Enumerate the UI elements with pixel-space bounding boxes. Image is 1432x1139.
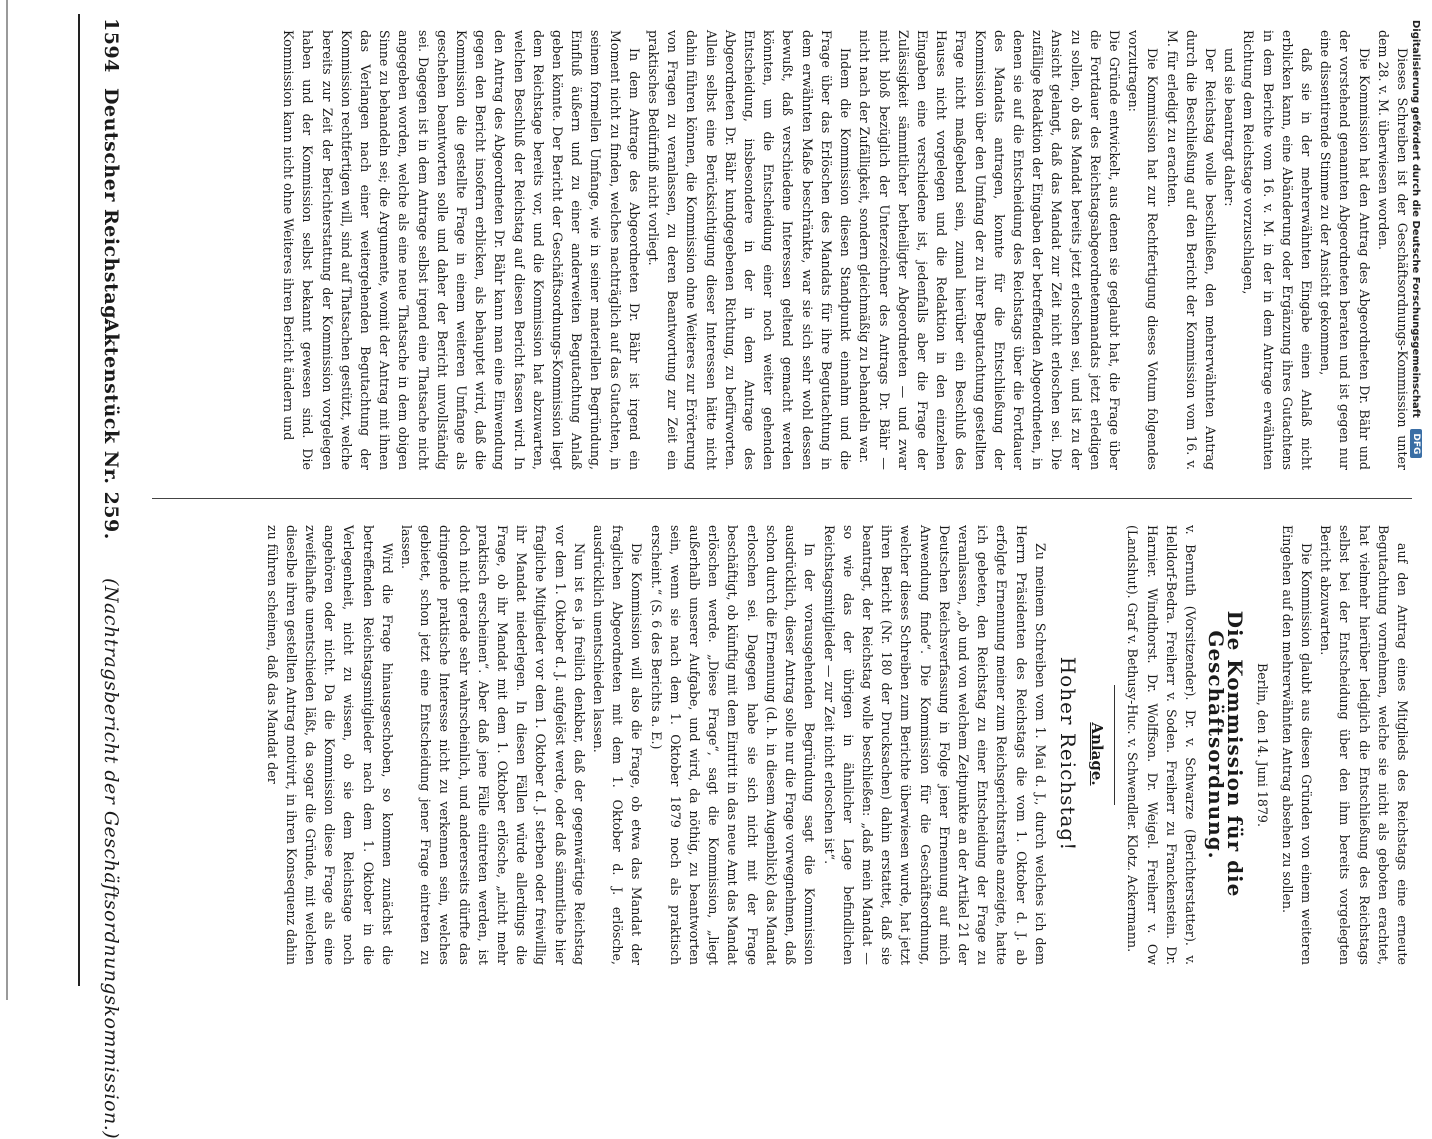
right-text-column bbox=[262, 525, 1412, 965]
paragraph: Zu meinem Schreiben vom 1. Mai d. J., durch welches ich dem Herrn Präsidenten des Reichstags die vom 1. Oktober d. J. ab erfolgte Ernennung meiner zum Reichsgerichtsrathe anzeigte, hatte ich gebeten, den Reichstag zu einer Entscheidung der Frage zu veranlassen, „ob und von welchem Zeitpunkte an der Artikel 21 der Deutschen Reichsverfassung in Folge jener Ernennung auf mich Anwendung finde“. Die Kommission für die Geschäftsordnung, welcher dieses Schreiben zum Berichte überwiesen wurde, hat jetzt ihren Bericht (Nr. 180 der Drucksachen) dahin erstattet, daß sie beantragt, der Reichstag wolle beschließen: „daß mein Mandat — so wie das der übrigen in ähnlicher Lage befindlichen Reichstagsmitglieder — zur Zeit nicht erloschen ist“. bbox=[821, 525, 1048, 965]
letter-paragraphs bbox=[262, 525, 1049, 965]
letter-salutation: Hoher Reichstag! bbox=[1055, 656, 1080, 852]
publication-title: Deutscher Reichstag. bbox=[100, 88, 122, 327]
paragraph: Die Kommission hat den Antrag des Abgeordneten Dr. Bähr und der vorstehend genannten Abgeordneten beraten und ist gegen nur eine dissentirende Stimme zu der Ansicht gekommen, bbox=[1318, 30, 1372, 470]
paragraph: Die Kommission will also die Frage, ob etwa das Mandat der fraglichen Abgeordneten mit dem 1. Oktober d. J. erlösche, ausdrücklich unentschieden lassen. bbox=[591, 525, 645, 965]
paragraph: Indem die Kommission diesen Standpunkt einnahm und die Frage über das Erlöschen des Mandats für ihre Begutachtung in dem erwähnten Maße beschränkte, war sie sich sehr wohl dessen bewußt, daß verschiedene Interessen geltend gemacht werden könnten, um die Entscheidung einer noch weiter gehenden Entscheidung, insbesondere in der in dem Antrage des Abgeordneten Dr. Bähr kundgegebenen Richtung, zu befürworten. Allein selbst eine Berücksichtigung dieser Interessen hätte nicht dahin führen können, die Kommission ohne Weiteres zur Erörterung von Fragen zu veranlassen, zu deren Beantwortung zur Zeit ein praktisches Bedürfniß nicht vorliegt. bbox=[646, 30, 854, 470]
left-text-column bbox=[279, 30, 1412, 470]
date-line: Berlin, den 14. Juni 1879. bbox=[1254, 663, 1270, 827]
running-header bbox=[90, 18, 132, 1139]
digitization-note bbox=[1404, 20, 1426, 980]
paragraph: Dieses Schreiben ist der Geschäftsordnungs-Kommission unter dem 28. v. M. überwiesen worden. bbox=[1375, 30, 1410, 470]
dfg-logo: DFG bbox=[1410, 429, 1422, 458]
document-number: Aktenstück Nr. 259. bbox=[100, 318, 122, 540]
report-title: (Nachtragsbericht der Geschäftsordnungskommission.) bbox=[100, 578, 122, 1139]
paragraph: auf den Antrag eines Mitglieds des Reichstags eine erneute Begutachtung vornehmen, welche sie nicht als geboten erachtet, hat vielmehr hierüber lediglich die Entschließung des Reichstags selbst bei der Entscheidung über den ihm bereits vorgelegten Bericht abzuwarten. bbox=[1318, 525, 1410, 965]
right-intro-paragraphs bbox=[1278, 525, 1412, 965]
paragraph: In der vorausgehenden Begründung sagt die Kommission ausdrücklich, dieser Antrag solle nur die Frage vorwegnehmen, daß schon durch die Ernennung (d. h. in diesem Augenblick) das Mandat erloschen sei. Dagegen habe sie sich nicht mit der Frage beschäftigt, ob künftig mit dem Eintritt in das neue Amt das Mandat erlöschen werde. „Diese Frage“, sagt die Kommission, „liegt außerhalb unserer Aufgabe, und wird, da nöthig, zu beantworten sein, wenn sie nach dem 1. Oktober 1879 noch als praktisch erscheint.“ (S. 6 des Berichts a. E.) bbox=[648, 525, 818, 965]
paragraph: Wird die Frage hinausgeschoben, so kommen zunächst die betreffenden Reichstagsmitglieder nach dem 1. Oktober in die Verlegenheit, nicht zu wissen, ob sie dem Reichstage noch angehören oder nicht. Da die Kommission diese Frage als eine zweifelhafte unentschieden läßt, da sogar die Gründe, mit welchen dieselbe ihren gestellten Antrag motivirt, in ihren Konsequenz dahin zu führen scheinen, daß das Mandat der bbox=[264, 525, 395, 965]
header-rule bbox=[78, 14, 80, 986]
paragraph: Die Kommission hat zur Rechtfertigung dieses Votum folgendes vorzutragen: bbox=[1126, 30, 1161, 470]
paragraph: Der Reichstag wolle beschließen, den mehrerwähnten Antrag durch die Beschließung auf den Bericht der Kommission vom 16. v. M. für erledigt zu erachten. bbox=[1164, 30, 1218, 470]
paragraph: In dem Antrage des Abgeordneten Dr. Bähr ist irgend ein Moment nicht zu finden, welches nachträglich auf das Gutachten, in seinem formellen Umfange, wie in seiner materiellen Begründung, Einfluß äußern und zu einer anderweiten Begutachtung Anlaß geben könnte. Der Bericht der Geschäftsordnungs-Kommission liegt dem Reichstage bereits vor, und die Kommission hat abzuwarten, welchen Beschluß der Reichstag auf diesen Bericht fassen wird. In den Antrag des Abgeordneten Dr. Bähr kann man eine Einwendung gegen den Bericht insofern erblicken, als behauptet wird, daß die Kommission die gestellte Frage in einem weiteren Umfange als geschehen beantworten solle und daher der Bericht unvollständig sei. Dagegen ist in dem Antrage selbst irgend eine Thatsache nicht angegeben worden, welche als eine neue Thatsache in dem obigen Sinne zu behandeln sei; die Argumente, womit der Antrag mit ihnen das Verlangen nach einer weitergehenden Begutachtung der Kommission rechtfertigen will, sind auf Thatsachen gestützt, welche bereits zur Zeit der Berichterstattung der Kommission vorgelegen haben und der Kommission selbst bekannt gewesen sind. Die Kommission kann nicht ohne Weiteres ihren Bericht ändern und bbox=[281, 30, 642, 470]
section-separator bbox=[1114, 685, 1115, 805]
left-paragraphs bbox=[279, 30, 1412, 470]
paragraph: Die Gründe entwickelt, aus denen sie geglaubt hat, die Frage über die Fortdauer des Reichstagsabgeordnetenmandats jetzt erledigen zu sollen, ob das Mandat bereits jetzt erloschen sei, und ist zu der Ansicht gelangt, daß das Mandat zur Zeit nicht erloschen sei. Die zufällige Redaktion der Eingaben der betreffenden Abgeordneten, in denen sie auf die Entscheidung des Reichstags über die Fortdauer des Mandats antragen, konnte für die Entschließung der Kommission über den Umfang der zu ihrer Begutachtung gestellten Frage nicht maßgebend sein, zumal hierüber ein Beschluß des Hauses nicht vorgelegen und die Redaktion in den einzelnen Eingaben eine verschiedene ist, jedenfalls aber die Frage der Zulässigkeit sämmtlicher betheiligter Abgeordneten — und zwar nicht bloß bezüglich der Unterzeichner des Antrags Dr. Bähr — nicht nach der Zufälligkeit, sondern gleichmäßig zu behandeln war. bbox=[857, 30, 1122, 470]
digitization-note-text: Digitalisierung gefördert durch die Deutsche Forschungsgemeinschaft bbox=[1410, 20, 1421, 418]
paragraph: Nun ist es ja freilich denkbar, daß der gegenwärtige Reichstag vor dem 1. Oktober d. J. aufgelöst werde, oder daß sämmtliche hier fragliche Mitglieder vor dem 1. Oktober d. J. sterben oder freiwillig ihr Mandat niederlegen. In diesen Fällen würde allerdings die Frage, ob ihr Mandat mit dem 1. Oktober erlösche, „nicht mehr praktisch erscheinen“. Aber daß jene Fälle eintreten werden, ist doch nicht gerade sehr wahrscheinlich, und andererseits dürfte das dringende praktische Interesse nicht zu verkennen sein, welches gebietet, schon jetzt eine Entscheidung jener Frage eintreten zu lassen. bbox=[399, 525, 587, 965]
commission-title: Die Kommission für die Geschäftsordnung. bbox=[1204, 610, 1248, 898]
paragraph: Die Kommission glaubt aus diesen Gründen von einem weiteren Eingehen auf den mehrerwähnten Antrag absehen zu sollen. bbox=[1279, 525, 1314, 965]
commission-members: v. Bernuth (Vorsitzender). Dr. v. Schwarze (Berichterstatter). v. Helldorf-Bedra. Freiherr v. Soden. Freiherr zu Franckenstein. Dr. Harnier. Windthorst. Dr. Wolffson. Dr. Weigel. Freiherr v. Ow (Landshut). Graf v. Bethusy-Huc. v. Schwendler. Klotz. Ackermann. bbox=[1125, 525, 1198, 965]
paragraph: und sie beantragt daher: bbox=[1222, 48, 1238, 207]
annex-title: Anlage. bbox=[1088, 722, 1107, 786]
page-number: 1594 bbox=[100, 18, 122, 73]
paragraph: daß sie in der mehrerwähnten Eingabe einen Anlaß nicht erblicken kann, eine Abänderung oder Ergänzung ihres Gutachtens in dem Berichte vom 16. v. M. in der in dem Antrage erwähnten Richtung dem Reichstage vorzuschlagen, bbox=[1241, 30, 1314, 470]
column-divider bbox=[152, 498, 1412, 499]
